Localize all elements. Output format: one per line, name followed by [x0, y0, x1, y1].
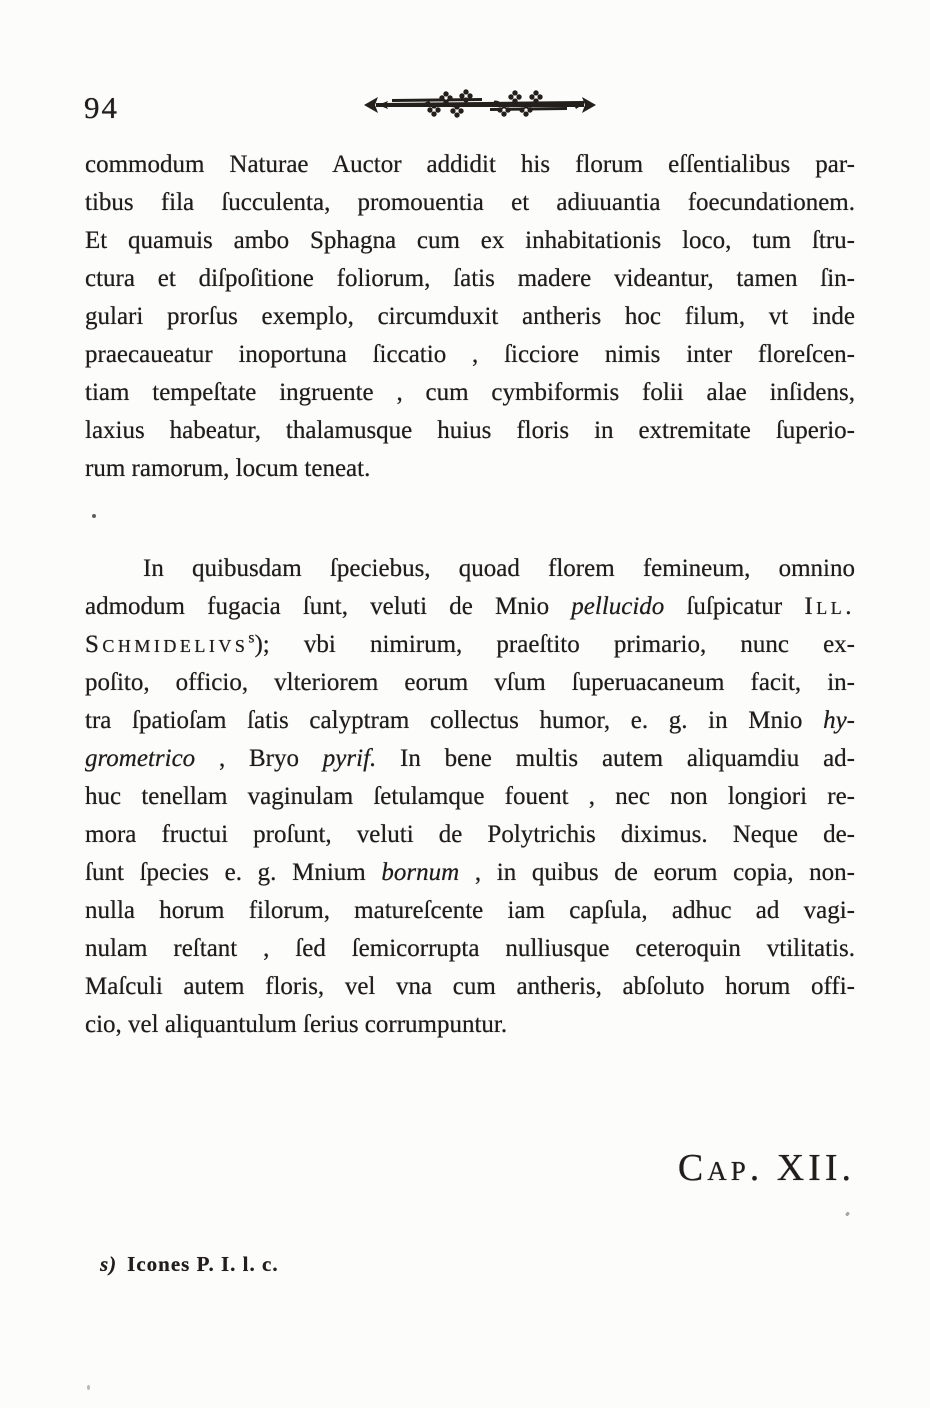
text-line: [85, 146, 855, 184]
text-line: [85, 260, 855, 298]
text-line: [85, 778, 855, 816]
text-line: [85, 892, 855, 930]
text-segment: mora fructui proſunt, veluti de Polytrichis diximus. Neque de-: [85, 821, 855, 848]
text-line: [85, 450, 855, 488]
text-segment: cio, vel aliquantulum ſerius corrumpuntur.: [85, 1011, 508, 1038]
paragraph: [85, 550, 855, 1044]
text-segment: nulla horum filorum, matureſcente iam capſula, adhuc ad vagi-: [85, 897, 855, 924]
text-segment: Et quamuis ambo Sphagna cum ex inhabitationis loco, tum ſtru-: [85, 227, 855, 254]
text-segment: ſuſpicatur: [664, 593, 805, 620]
footnote-ref: s: [248, 629, 255, 647]
text-segment: rum ramorum, locum teneat.: [85, 455, 371, 482]
text-segment: tra ſpatioſam ſatis calyptram collectus humor, e. g. in Mnio: [85, 707, 824, 734]
text-segment: praecaueatur inoportuna ſiccatio , ſicciore nimis inter floreſcen-: [85, 341, 855, 368]
italic-text: pyrif.: [322, 745, 377, 772]
italic-text: pellucido: [571, 593, 665, 620]
text-line: [85, 374, 855, 412]
text-segment: tiam tempeſtate ingruente , cum cymbiformis folii alae inſidens,: [85, 379, 855, 406]
text-segment: gulari prorſus exemplo, circumduxit antheris hoc filum, vt inde: [85, 303, 855, 330]
text-segment: In bene multis autem aliquamdiu ad-: [376, 745, 856, 772]
text-line: [85, 740, 855, 778]
text-line: [85, 184, 855, 222]
text-block: [85, 146, 855, 1044]
footnote-text: Icones P. I. l. c.: [127, 1252, 279, 1276]
text-segment: commodum Naturae Auctor addidit his florum eſſentialibus par-: [85, 151, 855, 178]
fleuron-divider-icon: [362, 84, 598, 126]
text-segment: , in quibus de eorum copia, non-: [459, 859, 855, 886]
text-line: [85, 412, 855, 450]
text-line: [85, 550, 855, 588]
text-line: [85, 854, 855, 892]
text-segment: huc tenellam vaginulam ſetulamque fouent , nec non longiori re-: [85, 783, 855, 810]
footnote-marker: s): [100, 1252, 118, 1276]
text-segment: ctura et diſpoſitione foliorum, ſatis madere videantur, tamen ſin-: [85, 265, 855, 292]
paragraph: [85, 146, 855, 488]
text-line: [85, 702, 855, 740]
text-line: [85, 588, 855, 626]
text-line: [85, 968, 855, 1006]
text-segment: poſito, officio, vlteriorem eorum vſum ſuperuacaneum facit, in-: [85, 669, 855, 696]
text-segment: laxius habeatur, thalamusque huius floris in extremitate ſuperio-: [85, 417, 855, 444]
text-segment: ); vbi nimirum, praeſtito primario, nunc ex-: [254, 631, 855, 658]
smallcaps-text: Schmidelivs: [85, 631, 249, 658]
text-line: [85, 930, 855, 968]
smallcaps-text: Ill.: [804, 593, 855, 620]
text-segment: , Bryo: [195, 745, 323, 772]
chapter-catchword: Cap. XII.: [677, 1147, 855, 1189]
ink-speck: [845, 1212, 850, 1217]
text-line: [85, 664, 855, 702]
text-line: [85, 626, 855, 664]
text-segment: admodum fugacia ſunt, veluti de Mnio: [85, 593, 572, 620]
text-segment: tibus fila ſucculenta, promouentia et adiuuantia foecundationem.: [85, 189, 855, 216]
text-line: [85, 222, 855, 260]
italic-text: hy-: [823, 707, 855, 734]
text-segment: Maſculi autem floris, vel vna cum antheris, abſoluto horum offi-: [85, 973, 855, 1000]
page-number: 94: [84, 90, 119, 125]
italic-text: grometrico: [85, 745, 196, 772]
ink-speck: [92, 514, 96, 518]
footnote: [100, 1252, 279, 1277]
text-line: [85, 298, 855, 336]
text-segment: nulam reſtant , ſed ſemicorrupta nulliusque ceteroquin vtilitatis.: [85, 935, 855, 962]
text-line: [85, 336, 855, 374]
italic-text: bornum: [381, 859, 460, 886]
text-line: [85, 816, 855, 854]
ink-speck: [87, 1385, 90, 1390]
text-segment: ſunt ſpecies e. g. Mnium: [85, 859, 382, 886]
text-segment: In quibusdam ſpeciebus, quoad florem femineum, omnino: [143, 555, 855, 582]
text-line: [85, 1006, 855, 1044]
